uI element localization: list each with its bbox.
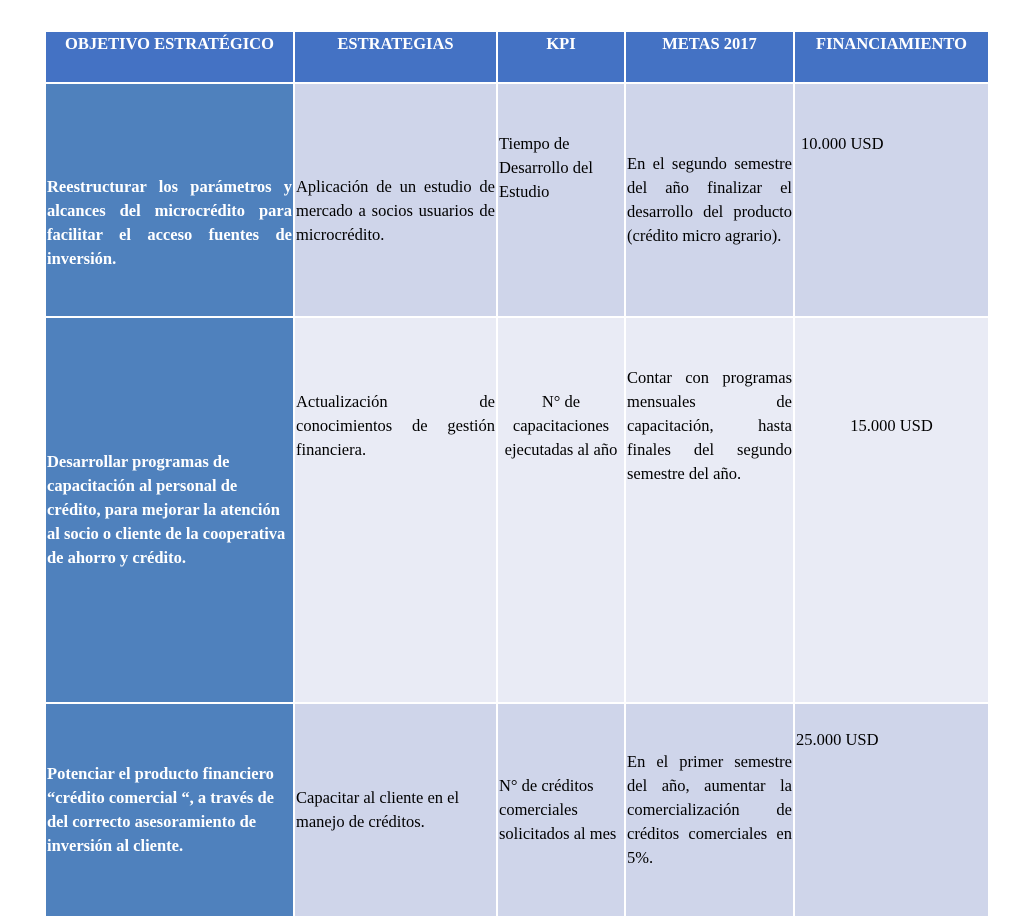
cell-goal: Contar con programas mensuales de capacitación, hasta finales del segundo semestre del año.: [625, 317, 794, 703]
table-row: [45, 83, 989, 317]
cell-goal: En el primer semestre del año, aumentar la comercialización de créditos comerciales en 5%.: [625, 703, 794, 917]
header-goals: METAS 2017: [625, 31, 794, 83]
header-objective: OBJETIVO ESTRATÉGICO: [45, 31, 294, 83]
cell-strategy: Aplicación de un estudio de mercado a socios usuarios de microcrédito.: [294, 83, 497, 317]
cell-strategy: Capacitar al cliente en el manejo de créditos.: [294, 703, 497, 917]
cell-kpi: N° de capacitaciones ejecutadas al año: [497, 317, 625, 703]
header-kpi: KPI: [497, 31, 625, 83]
cell-funding: 15.000 USD: [794, 317, 989, 703]
strategy-table: [44, 30, 990, 918]
table-header-row: [45, 31, 989, 83]
table-row: [45, 317, 989, 703]
cell-kpi: N° de créditos comerciales solicitados al mes: [497, 703, 625, 917]
table-row: [45, 703, 989, 917]
header-funding: FINANCIAMIENTO: [794, 31, 989, 83]
cell-objective: Desarrollar programas de capacitación al personal de crédito, para mejorar la atención al socio o cliente de la cooperativa de ahorro y crédito.: [45, 317, 294, 703]
cell-kpi: Tiempo de Desarrollo del Estudio: [497, 83, 625, 317]
cell-objective: Potenciar el producto financiero “crédito comercial “, a través de del correcto asesoramiento de inversión al cliente.: [45, 703, 294, 917]
header-strategies: ESTRATEGIAS: [294, 31, 497, 83]
cell-funding: 25.000 USD: [794, 703, 989, 917]
cell-objective: Reestructurar los parámetros y alcances del microcrédito para facilitar el acceso fuentes de inversión.: [45, 83, 294, 317]
cell-goal: En el segundo semestre del año finalizar el desarrollo del producto (crédito micro agrario).: [625, 83, 794, 317]
cell-funding: 10.000 USD: [794, 83, 989, 317]
cell-strategy: Actualización de conocimientos de gestión financiera.: [294, 317, 497, 703]
